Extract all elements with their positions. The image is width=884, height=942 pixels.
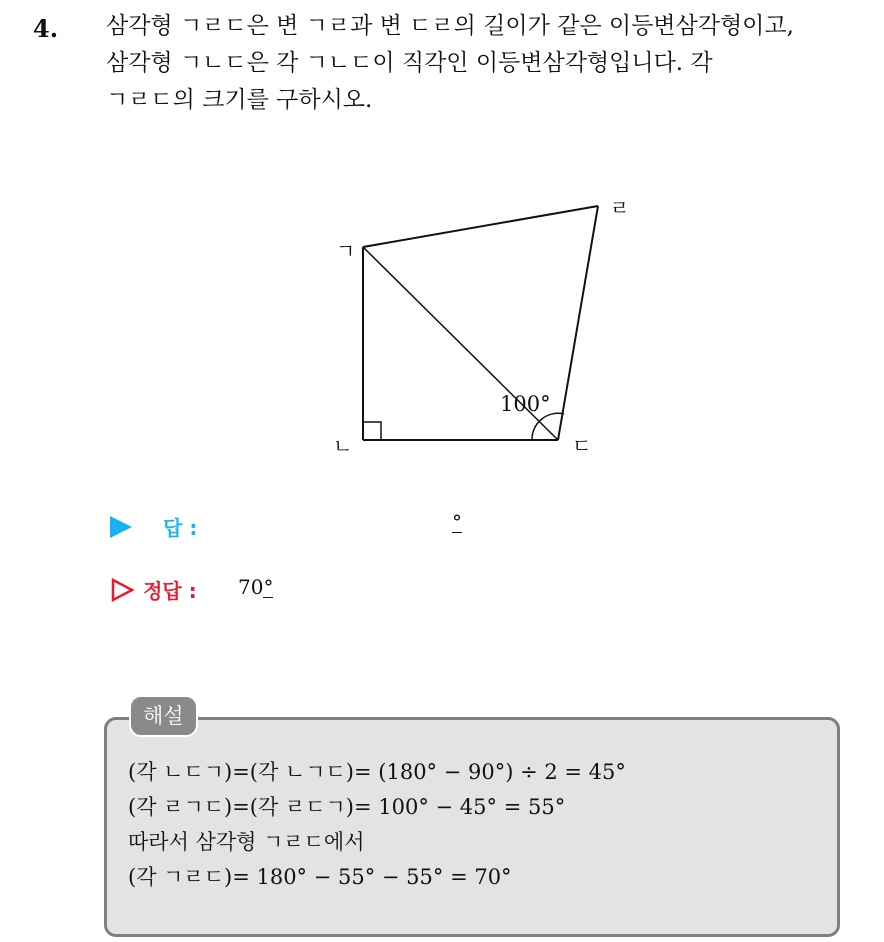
explanation-line-4: (각 ㄱㄹㄷ)= 180° − 55° − 55° = 70° xyxy=(128,865,512,889)
explanation-line-1: (각 ㄴㄷㄱ)=(각 ㄴㄱㄷ)= (180° − 90°) ÷ 2 = 45° xyxy=(128,760,626,784)
explanation-tab: 해설 xyxy=(129,695,198,737)
question-text xyxy=(106,8,866,119)
geometry-figure xyxy=(300,180,640,460)
correct-answer-value xyxy=(238,575,273,599)
explanation-text xyxy=(128,755,626,895)
vertex-label-d: ㄷ xyxy=(572,434,592,458)
answer-label: 답 : xyxy=(163,516,198,540)
right-angle-mark xyxy=(363,422,381,440)
answer-row xyxy=(110,512,197,541)
question-line-2: 삼각형 ㄱㄴㄷ은 각 ㄱㄴㄷ이 직각인 이등변삼각형입니다. 각 xyxy=(106,50,713,76)
triangle-solid-icon xyxy=(110,516,132,538)
explanation-line-3: 따라서 삼각형 ㄱㄹㄷ에서 xyxy=(128,830,365,854)
question-line-1: 삼각형 ㄱㄹㄷ은 변 ㄱㄹ과 변 ㄷㄹ의 길이가 같은 이등변삼각형이고, xyxy=(106,13,794,39)
side-gr xyxy=(363,206,598,247)
vertex-label-n: ㄴ xyxy=(333,434,353,458)
correct-value-number: 70 xyxy=(238,575,264,599)
question-line-3: ㄱㄹㄷ의 크기를 구하시오. xyxy=(106,87,373,113)
question-number: 4. xyxy=(33,14,59,43)
side-rd xyxy=(558,206,598,440)
correct-value-unit: ° xyxy=(263,575,274,599)
correct-answer-label: 정답 : xyxy=(143,579,197,603)
vertex-label-g: ㄱ xyxy=(336,239,356,263)
quadrilateral-diagram xyxy=(300,180,640,460)
explanation-line-2: (각 ㄹㄱㄷ)=(각 ㄹㄷㄱ)= 100° − 45° = 55° xyxy=(128,795,566,819)
triangle-outline-icon xyxy=(110,578,134,602)
answer-unit: ° xyxy=(452,510,462,534)
correct-answer-row xyxy=(110,575,197,604)
vertex-label-r: ㄹ xyxy=(610,196,630,220)
angle-value-label: 100° xyxy=(500,392,551,416)
